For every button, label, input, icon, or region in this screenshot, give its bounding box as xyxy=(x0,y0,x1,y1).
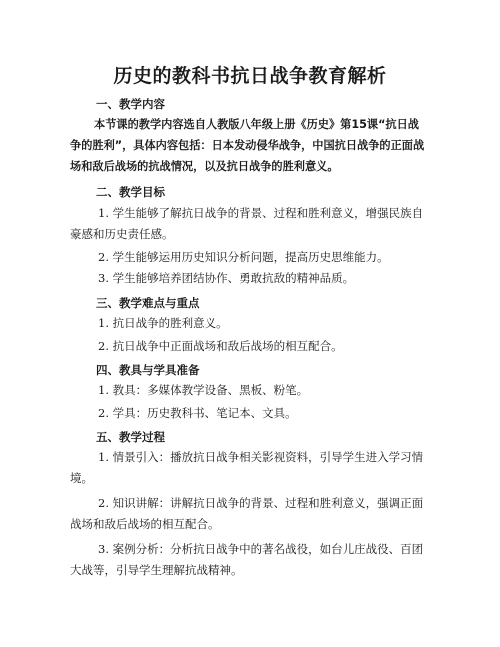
section-heading-process: 五、教学过程 xyxy=(96,430,165,444)
goal-item-3: 3. 学生能够培养团结协作、勇敢抗敌的精神品质。 xyxy=(98,271,355,285)
document-title: 历史的教科书抗日战争教育解析 xyxy=(113,65,387,87)
goal-item-1: 1. 学生能够了解抗日战争的背景、过程和胜利意义，增强民族自豪感和历史责任感。 xyxy=(70,206,424,241)
process-item-2: 2. 知识讲解：讲解抗日战争的背景、过程和胜利意义，强调正面战场和敌后战场的相互配合。 xyxy=(70,496,424,531)
tools-item-1: 1. 教具：多媒体教学设备、黑板、粉笔。 xyxy=(98,383,309,397)
goal-item-2: 2. 学生能够运用历史知识分析问题，提高历史思维能力。 xyxy=(98,250,389,264)
difficulty-item-2: 2. 抗日战争中正面战场和敌后战场的相互配合。 xyxy=(98,339,343,353)
teaching-content-paragraph: 本节课的教学内容选自人教版八年级上册《历史》第15课“抗日战争的胜利”，具体内容包括：日本发动侵华战争，中国抗日战争的正面战场和敌后战场的抗战情况，以及抗日战争的胜利意义。 xyxy=(70,118,425,173)
process-item-1: 1. 情景引入：播放抗日战争相关影视资料，引导学生进入学习情境。 xyxy=(70,450,424,485)
section-heading-teaching-content: 一、教学内容 xyxy=(96,97,165,111)
process-item-3: 3. 案例分析：分析抗日战争中的著名战役，如台儿庄战役、百团大战等，引导学生理解抗战精神。 xyxy=(70,542,424,577)
section-heading-difficulties: 三、教学难点与重点 xyxy=(96,296,200,310)
difficulty-item-1: 1. 抗日战争的胜利意义。 xyxy=(98,316,228,330)
section-heading-tools: 四、教具与学具准备 xyxy=(96,363,200,377)
tools-item-2: 2. 学具：历史教科书、笔记本、文具。 xyxy=(98,406,297,420)
section-heading-teaching-goals: 二、教学目标 xyxy=(96,185,165,199)
